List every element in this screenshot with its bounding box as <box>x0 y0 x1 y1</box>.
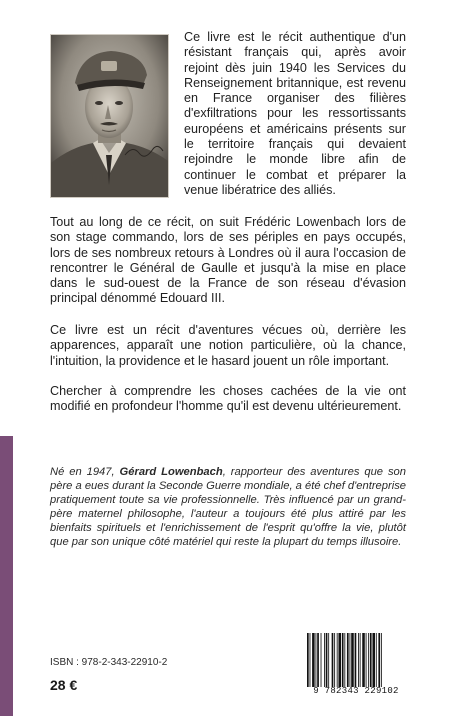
barcode-bar <box>316 633 317 687</box>
barcode-bar <box>347 633 349 687</box>
barcode-bar <box>370 633 372 687</box>
barcode-bar <box>366 633 367 687</box>
barcode-bar <box>372 633 375 687</box>
reflection-paragraph: Chercher à comprendre les choses cachées de la vie ont modifié en profondeur l'homme qu'il est devenu ultérieurement. <box>50 384 406 414</box>
barcode-bar <box>337 633 338 687</box>
barcode-bar <box>381 633 382 687</box>
barcode-bar <box>378 633 380 687</box>
barcode-bar <box>307 633 309 687</box>
barcode-bar <box>368 633 369 687</box>
barcode-bar <box>362 633 365 687</box>
price-label: 28 € <box>50 677 78 693</box>
barcode-bar <box>334 633 335 687</box>
isbn-barcode <box>303 633 409 699</box>
author-father-portrait-photo <box>50 34 169 198</box>
adventure-paragraph: Ce livre est un récit d'aventures vécues où, derrière les apparences, apparaît une notion particulière, où la chance, l'intuition, la providence et le hasard jouent un rôle important. <box>50 323 406 368</box>
bio-text: , rapporteur des aventures que son père a eues durant la Seconde Guerre mondiale, a été chef d'entreprise pratiquement toute sa vie professionnelle. Très influencé par un grand-père maternel philosophe, l'auteur a toujours été plus attiré par les bienfaits spirituels et l'enrichissement de l'esprit qu'offre la vie, plutôt que par son unique côté matériel qui reste la plupart du temps illusoire. <box>50 466 407 548</box>
author-name: Gérard Lowenbach <box>119 466 223 478</box>
barcode-bar <box>376 633 377 687</box>
barcode-bar <box>310 633 311 687</box>
barcode-bar <box>358 633 359 687</box>
barcode-bars <box>303 633 409 687</box>
barcode-digits: 9 782343 229102 <box>313 686 399 696</box>
barcode-bar <box>351 633 354 687</box>
barcode-bar <box>312 633 315 687</box>
barcode-bar <box>321 633 322 687</box>
barcode-bar <box>350 633 351 687</box>
barcode-bar <box>324 633 325 687</box>
purple-side-stripe <box>0 436 13 716</box>
author-bio <box>50 466 406 549</box>
bio-intro: Né en 1947, <box>50 466 120 478</box>
barcode-bar <box>317 633 319 687</box>
barcode-bar <box>338 633 341 687</box>
barcode-bar <box>360 633 361 687</box>
barcode-bar <box>355 633 357 687</box>
barcode-bar <box>328 633 329 687</box>
barcode-bar <box>326 633 328 687</box>
isbn-label: ISBN : 978-2-343-22910-2 <box>50 657 168 668</box>
portrait-illustration <box>51 35 168 197</box>
story-paragraph: Tout au long de ce récit, on suit Frédéric Lowenbach lors de son stage commando, lors de ses périples en pays occupés, lors de ses nombreux retours à Londres où il aura l'occasion de rencontrer le Général de Gaulle et jusqu'à la mise en place dans le sud-ouest de la France de son réseau d'évasion principal dénommé Edouard III. <box>50 215 406 306</box>
barcode-bar <box>332 633 334 687</box>
intro-paragraph: Ce livre est le récit authentique d'un résistant français qui, après avoir rejoint dès juin 1940 les Services du Renseignement britannique, est revenu en France organiser des filières d'exfiltrations pour les ressortissants européens et américains présents sur le territoire français qui devaient rejoindre le monde libre afin de continuer le combat et préparer la venue libératrice des alliés. <box>184 30 406 197</box>
barcode-bar <box>344 633 345 687</box>
barcode-bar <box>342 633 344 687</box>
